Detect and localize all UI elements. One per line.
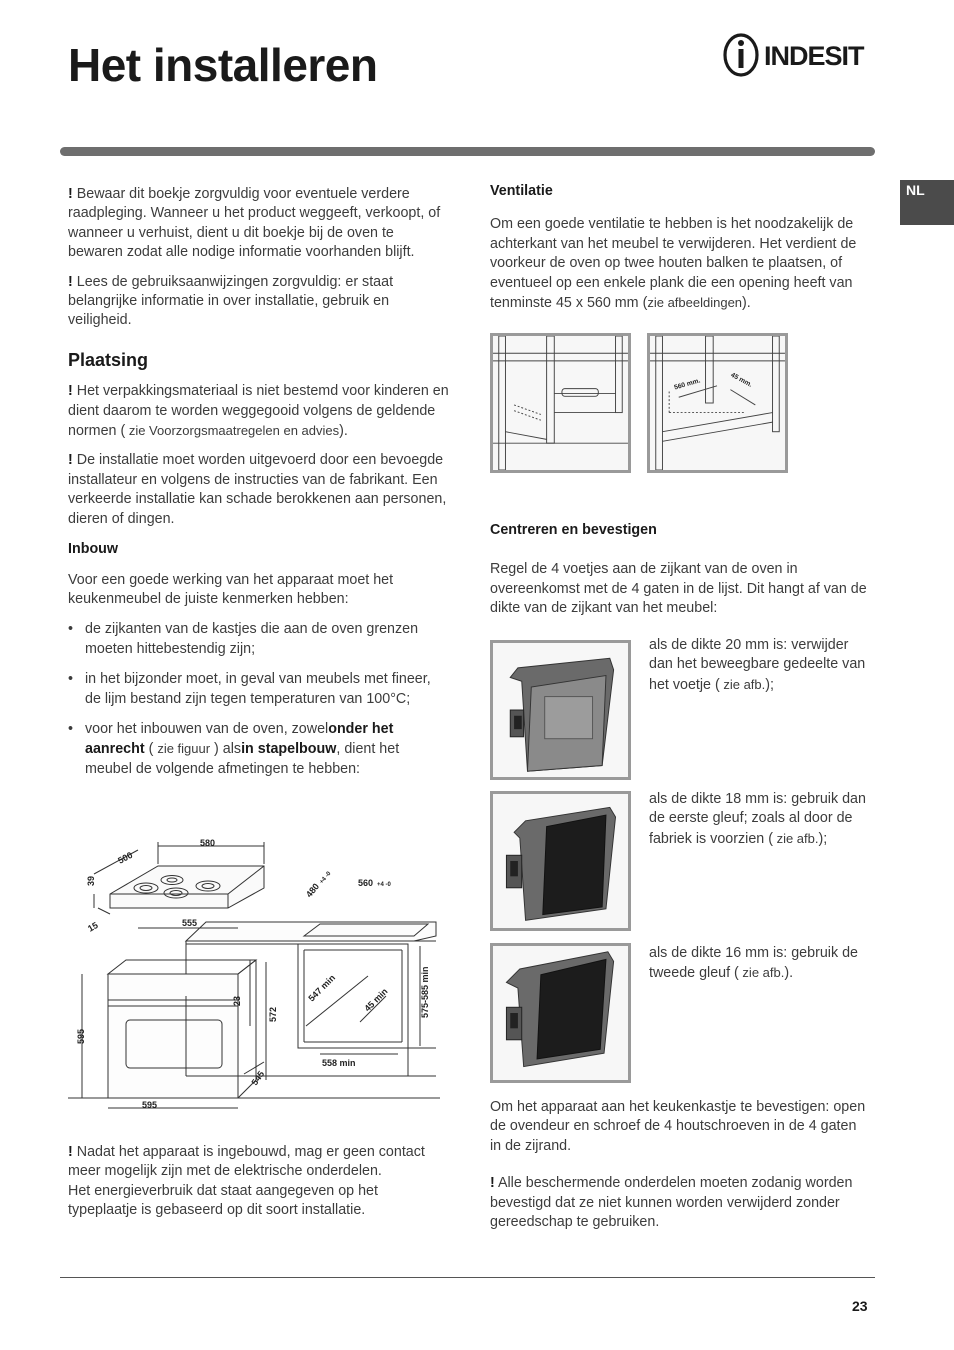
paragraph-energy: Het energieverbruik dat staat aangegeven op het typeplaatje is gebaseerd op dit soort installatie. [68, 1182, 378, 1219]
svg-text:545: 545 [249, 1069, 267, 1088]
page-number: 23 [852, 1298, 868, 1314]
requirements-list [68, 620, 450, 779]
installation-dimensions-diagram [68, 836, 440, 1116]
paragraph-cabinet: Voor een goede werking van het apparaat moet het keukenmeubel de juiste kenmerken hebben: [68, 571, 394, 607]
header-bar [60, 147, 875, 156]
svg-text:15: 15 [86, 920, 100, 934]
list-item: • in het bijzonder moet, in geval van meubels met fineer, de lijm bestand zijn tegen temperaturen van 100°C; [68, 670, 450, 709]
svg-text:580: 580 [200, 838, 216, 848]
foot-image-18mm [490, 791, 631, 931]
svg-text:+4 -0: +4 -0 [318, 870, 333, 886]
right-column-bottom [490, 1098, 870, 1232]
paragraph-screws: Om het apparaat aan het keukenkastje te bevestigen: open de ovendeur en schroef de 4 houtschroeven in de 4 gaten in de zijrand. [490, 1099, 866, 1154]
ventilation-image-2 [647, 333, 788, 473]
svg-text:547 min: 547 min [306, 972, 338, 1004]
svg-text:572: 572 [268, 1006, 278, 1022]
paragraph-read-instructions: ! Lees de gebruiksaanwijzingen zorgvuldig: er staat belangrijke informatie in over installatie, gebruik en veiligheid. [68, 273, 394, 329]
foot-caption-18mm: als de dikte 18 mm is: gebruik dan de eerste gleuf; zoals al door de fabriek is voorzien ( zie afb.); [649, 791, 866, 847]
svg-text:560: 560 [358, 878, 374, 888]
svg-text:+4 -0: +4 -0 [377, 882, 391, 888]
svg-text:480: 480 [303, 881, 322, 900]
svg-text:595: 595 [142, 1100, 158, 1110]
right-column-top [490, 182, 870, 313]
paragraph-ventilation: Om een goede ventilatie te hebben is het noodzakelijk de achterkant van het meubel te verwijderen. Het verdient de voorkeur de oven op twee houten balken te plaatsen, of eventueel op een enkele plank die een opening heeft van tenminste 45 x 560 mm (zie afbeeldingen). [490, 216, 857, 312]
list-item: • de zijkanten van de kastjes die aan de oven grenzen moeten hittebestendig zijn; [68, 620, 450, 659]
list-item: • voor het inbouwen van de oven, zowelonder het aanrecht ( zie figuur ) alsin stapelbouw, dient het meubel de volgende afmetingen te hebben: [68, 720, 450, 779]
centreren-heading: Centreren en bevestigen [490, 522, 657, 538]
svg-text:500: 500 [116, 849, 135, 866]
foot-caption-20mm: als de dikte 20 mm is: verwijder dan het beweegbare gedeelte van het voetje ( zie afb.); [649, 637, 866, 693]
paragraph-protective-parts: ! Alle beschermende onderdelen moeten zodanig worden bevestigd dat ze niet kunnen worden verwijderd zonder gereedschap te gebruiken. [490, 1175, 853, 1231]
right-column-centering [490, 521, 870, 619]
language-tab: NL [900, 180, 954, 225]
paragraph-packaging: ! Het verpakkingsmateriaal is niet bestemd voor kinderen en dient daarom te worden weggegooid volgens de geldende normen ( zie Voorzorgsmaatregelen en advies). [68, 383, 449, 440]
svg-text:558 min: 558 min [322, 1058, 356, 1068]
plaatsing-heading: Plaatsing [68, 349, 149, 370]
svg-text:595: 595 [76, 1028, 86, 1044]
left-column-bottom [68, 1143, 450, 1221]
foot-caption-16mm: als de dikte 16 mm is: gebruik de tweede gleuf ( zie afb.). [649, 945, 858, 982]
svg-text:23: 23 [232, 995, 242, 1006]
footer-line [60, 1277, 875, 1278]
svg-text:39: 39 [86, 875, 96, 886]
foot-image-20mm [490, 640, 631, 780]
page-title: Het installeren [68, 39, 378, 91]
ventilation-image-1 [490, 333, 631, 473]
paragraph-feet: Regel de 4 voetjes aan de zijkant van de oven in overeenkomst met de 4 gaten in de lijst. Dit hangt af van de dikte van de zijkant van het meubel: [490, 561, 867, 617]
paragraph-keep-booklet: ! Bewaar dit boekje zorgvuldig voor eventuele verdere raadpleging. Wanneer u het product weggeeft, verkoopt, of wanneer u verhuist, dient u dit boekje bij de oven te bewaren zodat alle nodige informatie voorhanden blijft. [68, 186, 441, 261]
paragraph-electric-parts: ! Nadat het apparaat is ingebouwd, mag er geen contact meer mogelijk zijn met de elektrische onderdelen. [68, 1144, 425, 1180]
svg-text:575-585 min: 575-585 min [420, 966, 430, 1018]
left-column [68, 185, 450, 779]
svg-text:555: 555 [182, 918, 198, 928]
ventilatie-heading: Ventilatie [490, 183, 553, 199]
inbouw-heading: Inbouw [68, 541, 119, 558]
paragraph-installer: ! De installatie moet worden uitgevoerd door een bevoegde installateur en volgens de instructies van de fabrikant. Een verkeerde installatie kan schade berokkenen aan personen, dieren of dingen. [68, 452, 447, 527]
svg-text:45 mm.: 45 mm. [729, 371, 754, 389]
svg-text:560 mm.: 560 mm. [673, 377, 702, 392]
foot-image-16mm [490, 943, 631, 1083]
svg-text:INDESIT: INDESIT [764, 41, 864, 71]
indesit-logo [722, 32, 878, 78]
svg-text:45 min: 45 min [362, 986, 390, 1014]
